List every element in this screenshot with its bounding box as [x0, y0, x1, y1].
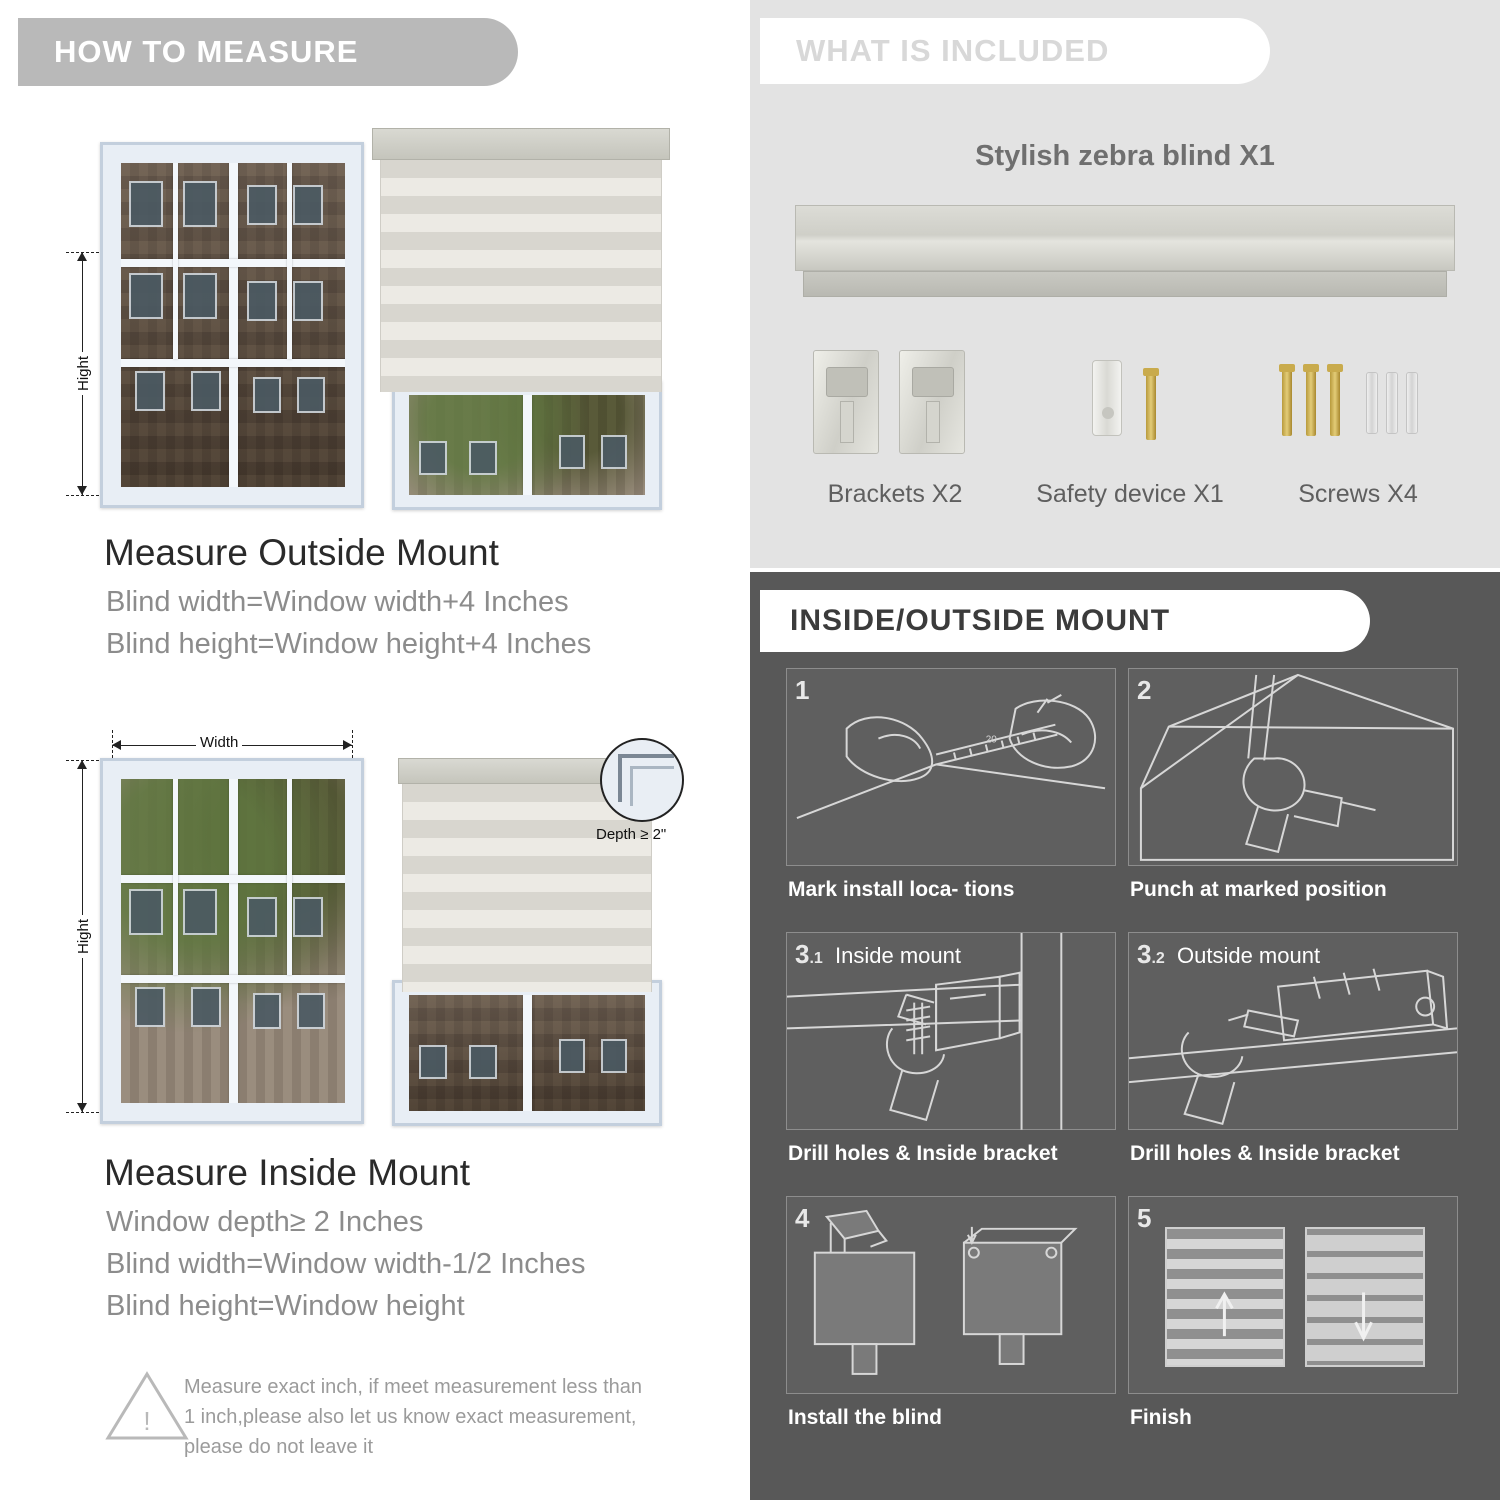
step-3-2-image	[1128, 932, 1458, 1130]
screw-icon	[1306, 370, 1316, 436]
wall-anchor-icon	[1406, 372, 1418, 434]
dim-guide	[352, 730, 353, 758]
window-frame-lower	[392, 980, 662, 1126]
window-glass	[409, 395, 645, 495]
arrow-down-icon	[77, 1103, 87, 1112]
zebra-blind-product-image	[795, 205, 1455, 305]
part-brackets	[795, 350, 995, 520]
step-3-2-caption: Drill holes & Inside bracket	[1130, 1142, 1400, 1165]
part-screws-label: Screws X4	[1298, 480, 1418, 508]
svg-text:!: !	[143, 1406, 151, 1436]
step-1-sketch	[787, 669, 1115, 866]
step-3-1-caption: Drill holes & Inside bracket	[788, 1142, 1058, 1165]
step-3-1-image	[786, 932, 1116, 1130]
outside-mount-line-2: Blind height=Window height+4 Inches	[106, 628, 592, 660]
window-frame-lower	[392, 380, 662, 510]
section-tab-inside-outside-mount-label: INSIDE/OUTSIDE MOUNT	[790, 604, 1171, 637]
window-glass	[121, 779, 345, 1103]
section-tab-how-to-measure	[18, 18, 518, 86]
step-1-caption: Mark install loca- tions	[788, 878, 1015, 901]
window-glass	[121, 163, 345, 487]
outside-mount-heading: Measure Outside Mount	[104, 532, 499, 573]
step-1-image	[786, 668, 1116, 866]
screw-icon	[1146, 374, 1156, 440]
section-tab-how-to-measure-label: HOW TO MEASURE	[54, 34, 359, 69]
step-4-sketch	[787, 1197, 1115, 1394]
step-2-number: 2	[1137, 675, 1152, 705]
blind-fabric	[402, 784, 652, 992]
window-without-blind	[100, 758, 364, 1124]
included-product-title: Stylish zebra blind X1	[975, 140, 1275, 172]
outside-mount-illustration	[0, 110, 745, 530]
step-5-arrows	[1129, 1197, 1457, 1394]
part-screws	[1258, 350, 1458, 520]
part-brackets-label: Brackets X2	[827, 480, 963, 508]
inside-mount-line-1: Window depth≥ 2 Inches	[106, 1206, 424, 1238]
blind-fabric	[380, 160, 662, 392]
step-5-caption: Finish	[1130, 1406, 1192, 1429]
step-3-1-inline-label: Inside mount	[835, 943, 961, 968]
dim-height-label: Hight	[75, 915, 92, 958]
step-5-image	[1128, 1196, 1458, 1394]
step-4-caption: Install the blind	[788, 1406, 943, 1429]
section-tab-what-is-included	[760, 18, 1270, 84]
measure-note-text: Measure exact inch, if meet measurement less than 1 inch,please also let us know exact measurement, please do not leave it	[184, 1376, 642, 1458]
section-tab-inside-outside-mount	[760, 590, 1370, 652]
inside-mount-illustration	[0, 730, 745, 1150]
dim-height-label: Hight	[75, 352, 92, 395]
step-1-number: 1	[795, 675, 810, 705]
inside-mount-line-2: Blind width=Window width-1/2 Inches	[106, 1248, 586, 1280]
blind-headrail	[372, 128, 670, 160]
safety-device-icon	[1092, 360, 1122, 436]
how-to-measure-panel	[0, 0, 745, 1500]
window-glass	[409, 995, 645, 1111]
arrow-down-icon	[77, 486, 87, 495]
wall-anchor-icon	[1366, 372, 1378, 434]
step-2-sketch	[1129, 669, 1457, 866]
arrow-left-icon	[112, 740, 121, 750]
window-without-blind	[100, 142, 364, 508]
arrow-right-icon	[343, 740, 352, 750]
step-2-image	[1128, 668, 1458, 866]
arrow-up-icon	[77, 760, 87, 769]
step-3-2-inline-label: Outside mount	[1177, 943, 1321, 968]
bracket-icon	[899, 350, 965, 454]
outside-mount-line-1: Blind width=Window width+4 Inches	[106, 586, 569, 618]
arrow-up-icon	[77, 252, 87, 261]
wall-anchor-icon	[1386, 372, 1398, 434]
step-4-number: 4	[795, 1203, 810, 1233]
step-5-number: 5	[1137, 1203, 1152, 1233]
section-tab-what-is-included-label: WHAT IS INCLUDED	[796, 33, 1110, 68]
step-3-2-number: 3.2	[1137, 939, 1165, 969]
part-safety-device	[1020, 350, 1240, 520]
part-safety-device-label: Safety device X1	[1036, 480, 1224, 508]
depth-callout-label: Depth ≥ 2"	[596, 826, 667, 843]
screw-icon	[1282, 370, 1292, 436]
screw-icon	[1330, 370, 1340, 436]
inside-mount-line-3: Blind height=Window height	[106, 1290, 465, 1322]
depth-callout-circle	[600, 738, 684, 822]
inside-mount-heading: Measure Inside Mount	[104, 1152, 471, 1193]
svg-text:20: 20	[985, 734, 997, 746]
step-2-caption: Punch at marked position	[1130, 878, 1387, 901]
dim-width-label: Width	[196, 734, 242, 751]
bracket-icon	[813, 350, 879, 454]
warning-triangle-icon	[104, 1368, 190, 1444]
step-4-image	[786, 1196, 1116, 1394]
step-3-1-number: 3.1	[795, 939, 823, 969]
